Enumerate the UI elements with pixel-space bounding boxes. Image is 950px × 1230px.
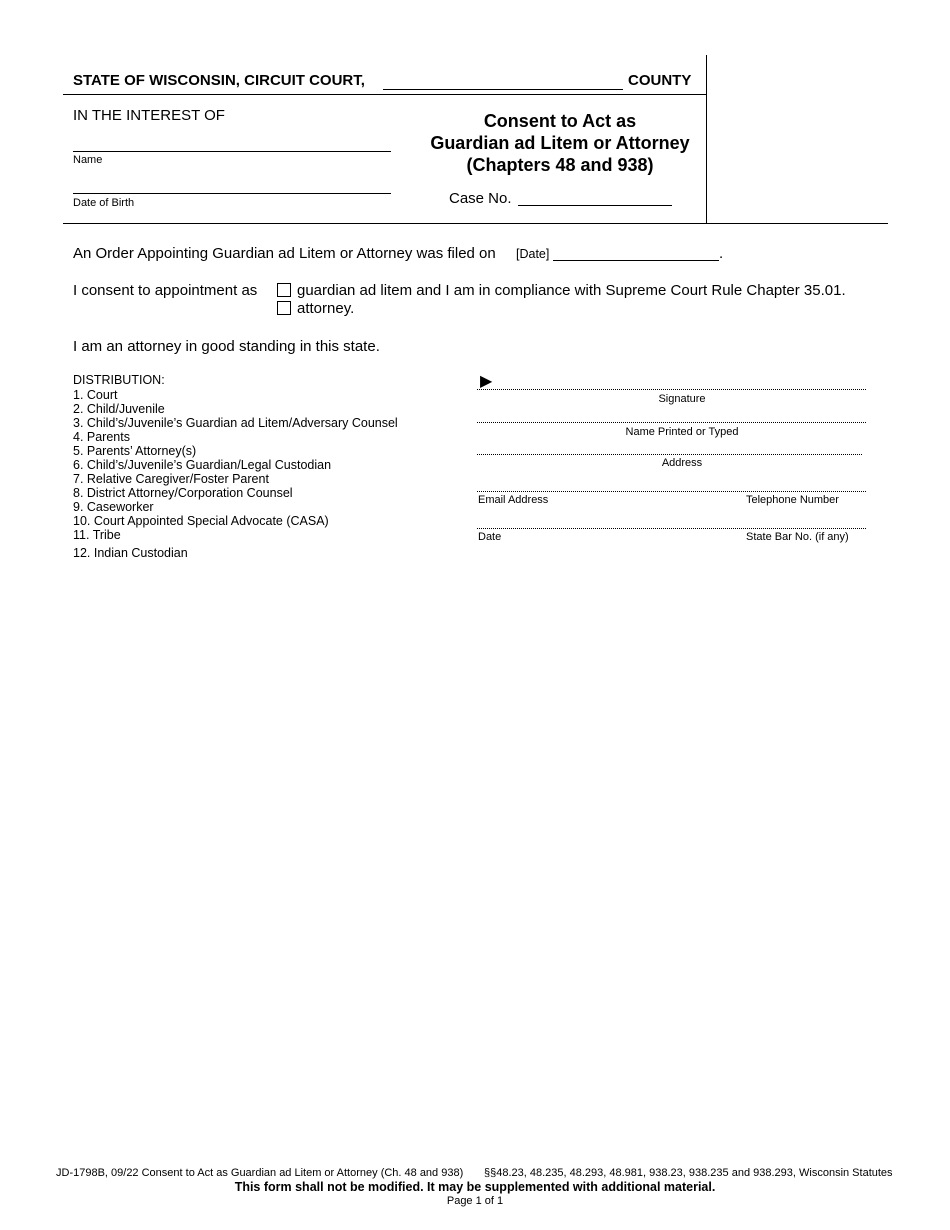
signature-arrow-icon: ▶ [480, 373, 493, 390]
distribution-item: 4. Parents [73, 430, 130, 444]
name-printed-line[interactable] [477, 422, 866, 423]
gal-option-label: guardian ad litem and I am in compliance with Supreme Court Rule Chapter 35.01. [297, 282, 846, 299]
case-no-label: Case No. [449, 190, 512, 207]
title-line-2: Guardian ad Litem or Attorney [430, 133, 690, 153]
county-label: COUNTY [628, 72, 692, 89]
in-the-interest-of-label: IN THE INTEREST OF [73, 107, 225, 124]
title-line-1: Consent to Act as [483, 111, 637, 131]
header-vertical-divider [706, 55, 707, 223]
distribution-heading: DISTRIBUTION: [73, 373, 165, 387]
footer-form-id: JD-1798B, 09/22 Consent to Act as Guardian ad Litem or Attorney (Ch. 48 and 938) [56, 1167, 464, 1179]
good-standing-statement: I am an attorney in good standing in this state. [73, 338, 380, 355]
distribution-item: 12. Indian Custodian [73, 546, 188, 560]
title-line-3: (Chapters 48 and 938) [466, 155, 654, 175]
distribution-item: 1. Court [73, 388, 118, 402]
email-phone-line[interactable] [477, 491, 866, 492]
order-date-field-line[interactable] [553, 260, 719, 261]
name-printed-label: Name Printed or Typed [625, 426, 739, 438]
attorney-option-label: attorney. [297, 300, 355, 317]
footer-statutes: §§48.23, 48.235, 48.293, 48.981, 938.23, 938.235 and 938.293, Wisconsin Statutes [484, 1167, 893, 1179]
name-label: Name [73, 154, 103, 166]
distribution-item: 2. Child/Juvenile [73, 402, 165, 416]
form-title [420, 110, 700, 176]
name-field-line[interactable] [73, 151, 391, 152]
telephone-label: Telephone Number [746, 494, 839, 506]
distribution-item: 11. Tribe [73, 528, 121, 542]
county-field-line[interactable] [383, 89, 623, 90]
distribution-item: 5. Parents’ Attorney(s) [73, 444, 197, 458]
page-number: Page 1 of 1 [446, 1195, 504, 1207]
gal-checkbox[interactable] [277, 283, 291, 297]
distribution-item: 10. Court Appointed Special Advocate (CASA) [73, 514, 329, 528]
dob-field-line[interactable] [73, 193, 391, 194]
court-heading: STATE OF WISCONSIN, CIRCUIT COURT, [73, 72, 365, 89]
distribution-item: 3. Child’s/Juvenile’s Guardian ad Litem/Adversary Counsel [73, 416, 398, 430]
email-label: Email Address [478, 494, 549, 506]
signature-line[interactable] [477, 389, 866, 390]
distribution-item: 6. Child’s/Juvenile’s Guardian/Legal Custodian [73, 458, 332, 472]
order-statement-period: . [719, 245, 724, 262]
header-divider [63, 94, 707, 95]
attorney-checkbox[interactable] [277, 301, 291, 315]
distribution-item: 8. District Attorney/Corporation Counsel [73, 486, 293, 500]
address-label: Address [661, 457, 703, 469]
case-no-field-line[interactable] [518, 205, 672, 206]
distribution-list [73, 388, 398, 560]
order-date-hint: [Date] [516, 247, 550, 261]
signature-label: Signature [658, 393, 706, 405]
order-statement: An Order Appointing Guardian ad Litem or Attorney was filed on [73, 245, 496, 262]
date-bar-line[interactable] [477, 528, 866, 529]
footer-notice: This form shall not be modified. It may be supplemented with additional material. [234, 1180, 716, 1194]
distribution-item: 7. Relative Caregiver/Foster Parent [73, 472, 269, 486]
dob-label: Date of Birth [73, 197, 135, 209]
address-line[interactable] [477, 454, 862, 455]
consent-lead: I consent to appointment as [73, 282, 258, 299]
distribution-item: 9. Caseworker [73, 500, 154, 514]
date-label: Date [478, 531, 502, 543]
bar-no-label: State Bar No. (if any) [746, 531, 849, 543]
caption-bottom-rule [63, 223, 888, 224]
